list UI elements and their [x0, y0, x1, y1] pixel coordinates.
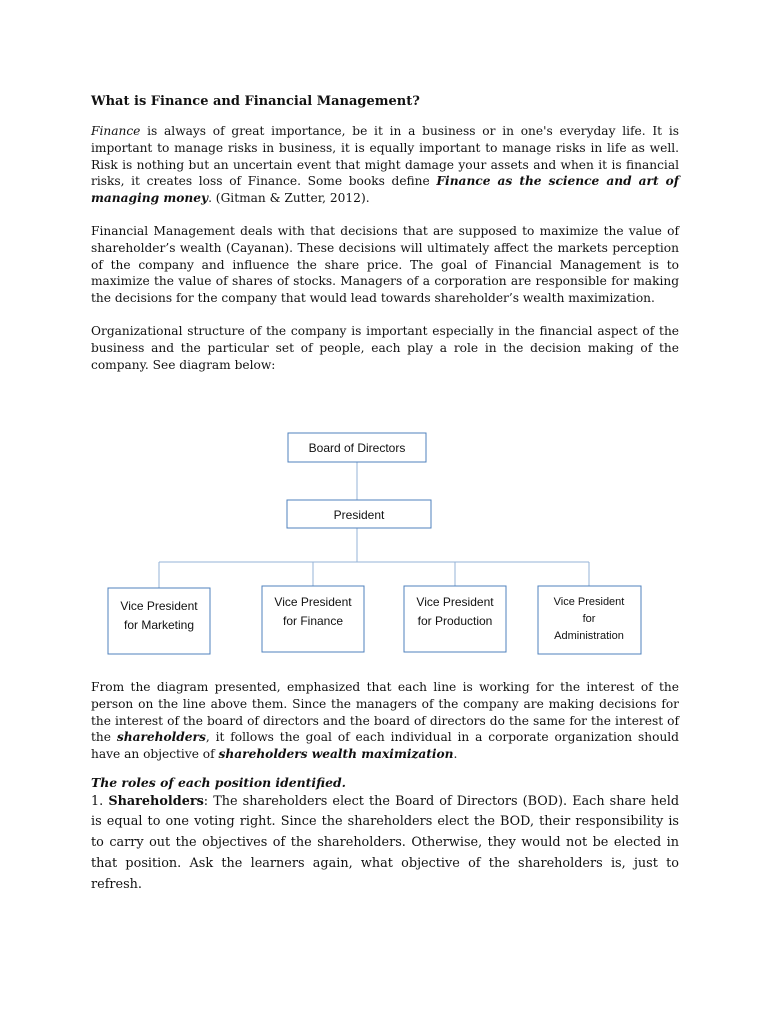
vp-production-line1: Vice President	[416, 595, 494, 609]
roles-item-shareholders	[91, 792, 679, 896]
citation-text: . (Gitman & Zutter, 2012).	[208, 191, 370, 206]
paragraph-text: .	[453, 747, 458, 762]
paragraph-text: , it follows the goal of each individual in a corporate organization should have an objective of	[91, 730, 679, 762]
board-of-directors-box	[288, 433, 426, 462]
paragraph-diagram-explanation	[91, 679, 679, 763]
vp-production-box	[404, 586, 506, 652]
paragraph-organizational-structure: Organizational structure of the company is important especially in the financial aspect of the business and the particular set of people, each play a role in the decision making of the company. See diagram below:	[91, 323, 679, 372]
vp-production-line2: for Production	[417, 614, 493, 628]
roles-section-title: The roles of each position identified.	[91, 774, 346, 790]
president-label: President	[333, 508, 385, 522]
vp-finance-line1: Vice President	[274, 595, 352, 609]
wealth-maximization-emphasis: shareholders wealth maximization	[218, 747, 454, 762]
paragraph-finance-definition	[91, 123, 679, 207]
paragraph-text: From the diagram presented, emphasized that each line is working for the interest of the person on the line above them. Since the managers of the company are making decisions for the interest of the board of directors and the board of directors do the same for the interest of the	[91, 680, 679, 745]
document-page-lower	[91, 679, 679, 895]
vp-marketing-line2: for Marketing	[123, 618, 195, 632]
vp-marketing-box	[108, 588, 210, 654]
vp-administration-box	[538, 586, 641, 654]
shareholders-emphasis: shareholders	[116, 730, 206, 745]
vp-administration-line1: Vice President	[553, 596, 625, 608]
vp-administration-line2: for	[582, 613, 596, 625]
vp-administration-line3: Administration	[554, 630, 624, 642]
finance-definition-emphasis: Finance as the science and art of managing money	[91, 174, 680, 206]
vp-marketing-line1: Vice President	[120, 599, 198, 613]
paragraph-text: is always of great importance, be it in a business or in one's everyday life. It is important to manage risks in business, it is equally important to manage risks in life as well. Risk is nothing but an uncertain event that might damage your assets and when it is financial risks, it creates loss of Finance. Some books define	[91, 124, 679, 189]
shareholders-description: : The shareholders elect the Board of Directors (BOD). Each share held is equal to one voting right. Since the shareholders elect the BOD, their responsibility is to carry out the objectives of the shareholders. Otherwise, they would not be elected in that position. Ask the learners again, what objective of the shareholders is, just to refresh.	[91, 793, 680, 892]
vp-finance-line2: for Finance	[282, 614, 344, 628]
vp-finance-box	[262, 586, 364, 652]
shareholders-term: Shareholders	[108, 793, 204, 809]
paragraph-financial-management: Financial Management deals with that decisions that are supposed to maximize the value of shareholder’s wealth (Cayanan). These decisions will ultimately affect the markets perception of the company and influence the share price. The goal of Financial Management is to maximize the value of shares of stocks. Managers of a corporation are responsible for making the decisions for the company that would lead towards shareholder’s wealth maximization.	[91, 223, 679, 306]
page-title: What is Finance and Financial Management?	[91, 94, 420, 109]
board-of-directors-label: Board of Directors	[308, 441, 406, 455]
list-number: 1.	[91, 793, 109, 809]
president-box	[287, 500, 431, 528]
finance-term: Finance	[91, 124, 141, 138]
document-page	[91, 93, 679, 389]
